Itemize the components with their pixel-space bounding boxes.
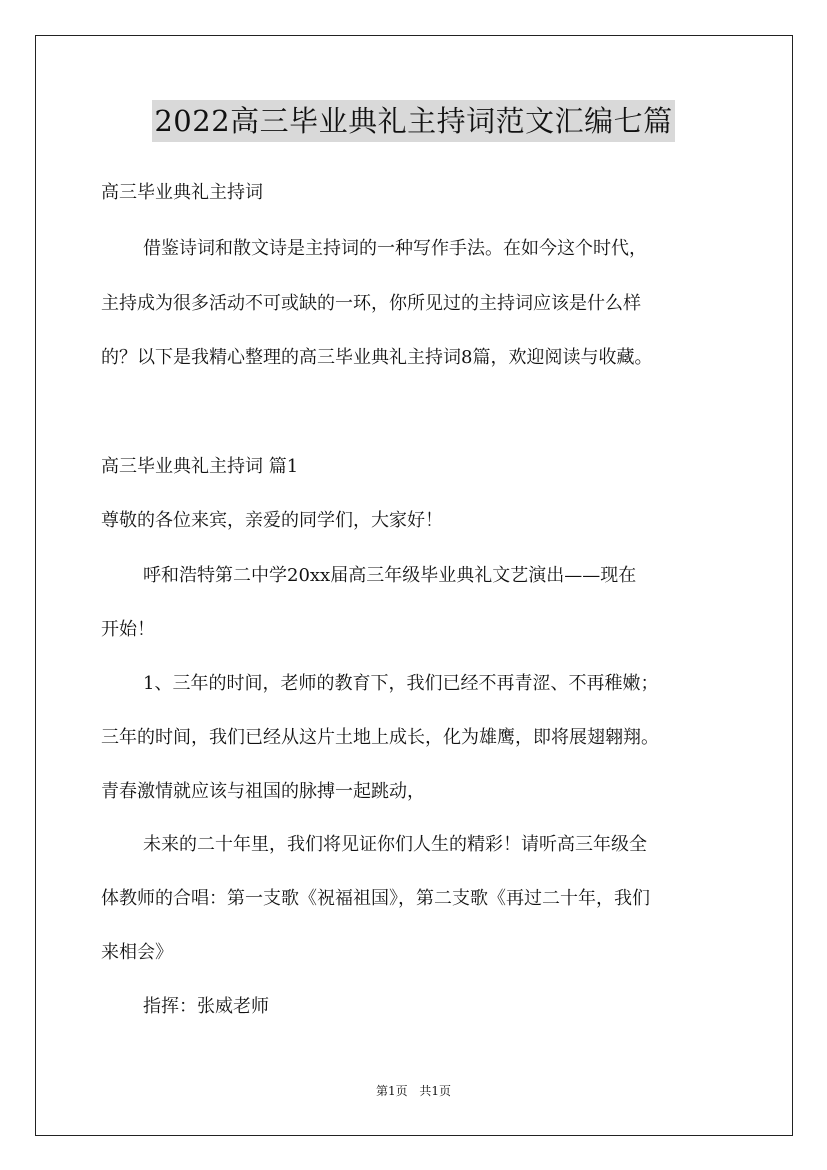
paragraph-line: 主持成为很多活动不可或缺的一环，你所见过的主持词应该是什么样 xyxy=(101,293,641,314)
paragraph-line: 三年的时间，我们已经从这片土地上成长，化为雄鹰，即将展翅翱翔。 xyxy=(101,727,659,748)
paragraph-line: 的？以下是我精心整理的高三毕业典礼主持词8篇，欢迎阅读与收藏。 xyxy=(101,347,653,368)
section-heading: 高三毕业典礼主持词 xyxy=(101,182,263,203)
paragraph-line: 指挥：张威老师 xyxy=(143,996,269,1017)
paragraph-line: 未来的二十年里，我们将见证你们人生的精彩！请听高三年级全 xyxy=(143,834,647,855)
paragraph-line: 尊敬的各位来宾，亲爱的同学们，大家好！ xyxy=(101,510,443,531)
paragraph-line: 开始！ xyxy=(101,619,155,640)
page-footer xyxy=(0,1083,827,1099)
paragraph-line: 青春激情就应该与祖国的脉搏一起跳动， xyxy=(101,781,425,802)
paragraph-line: 体教师的合唱：第一支歌《祝福祖国》，第二支歌《再过二十年，我们 xyxy=(101,888,650,909)
paragraph-line: 1、三年的时间，老师的教育下，我们已经不再青涩、不再稚嫩； xyxy=(143,673,659,694)
page-total: 共1页 xyxy=(419,1084,452,1098)
section-heading: 高三毕业典礼主持词 篇1 xyxy=(101,456,299,477)
paragraph-line: 来相会》 xyxy=(101,942,173,963)
paragraph-line: 呼和浩特第二中学20xx届高三年级毕业典礼文艺演出——现在 xyxy=(143,565,637,586)
title-container xyxy=(0,100,827,142)
document-title: 2022高三毕业典礼主持词范文汇编七篇 xyxy=(152,100,674,142)
page-number: 第1页 xyxy=(375,1084,408,1098)
paragraph-line: 借鉴诗词和散文诗是主持词的一种写作手法。在如今这个时代， xyxy=(143,238,647,259)
